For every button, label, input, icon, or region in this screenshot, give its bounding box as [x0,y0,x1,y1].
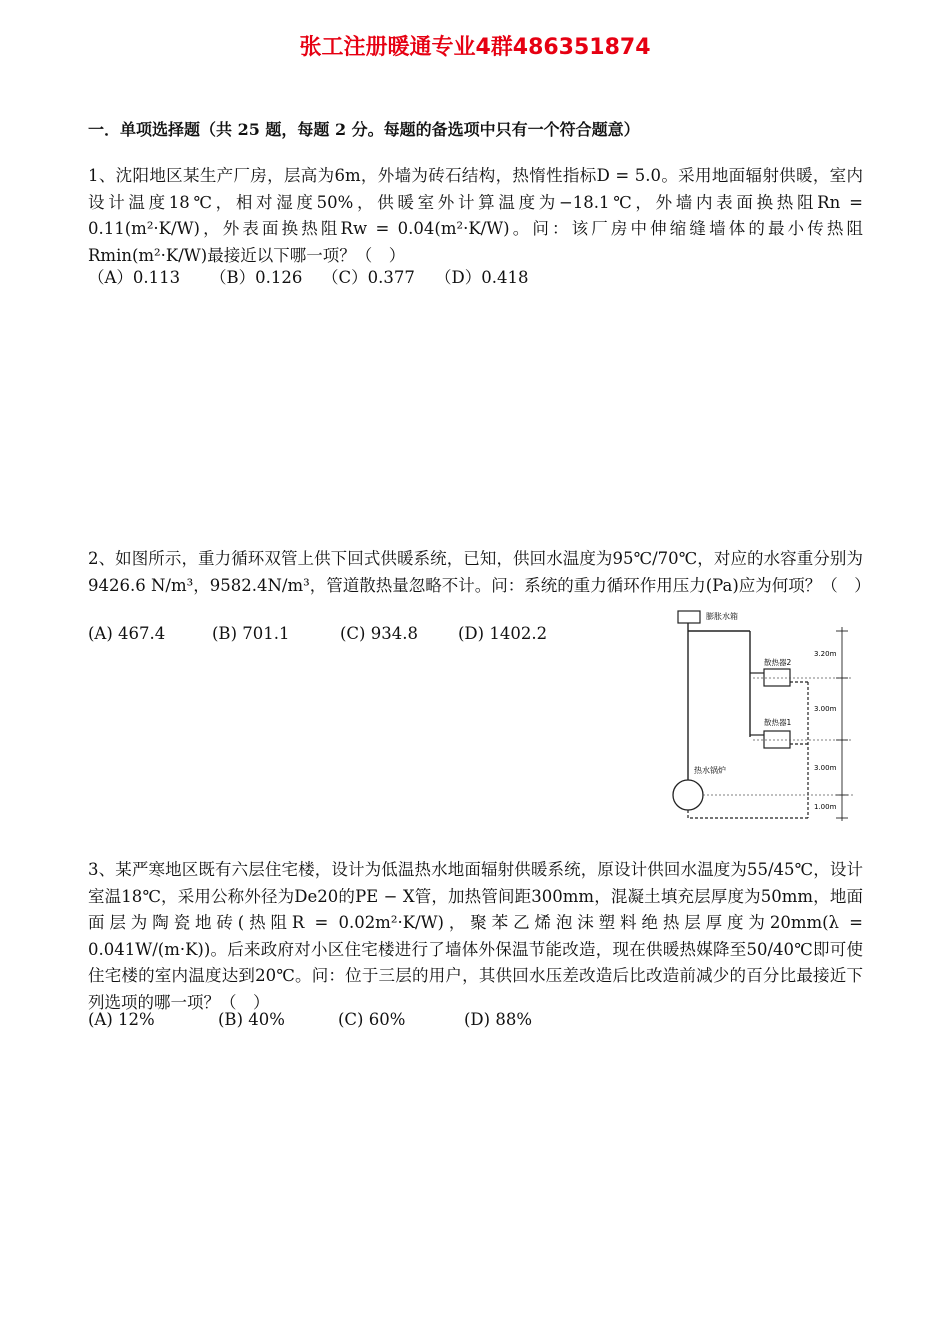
option-d: （D）0.418 [435,268,529,287]
radiator-1-label: 散热器1 [764,718,792,727]
option-a: (A) 467.4 [88,624,166,643]
level-lines [703,678,853,795]
option-d: (D) 1402.2 [458,624,548,643]
question-2-options [88,624,547,643]
heating-system-diagram [668,605,853,825]
question-3-text: 3、某严寒地区既有六层住宅楼，设计为低温热水地面辐射供暖系统，原设计供回水温度为55/45℃，设计室温18℃，采用公称外径为De20的PE − X管，加热管间距300mm，混凝土填充层厚度为50mm，地面面层为陶瓷地砖(热阻R = 0.02m²·K/W)，聚苯乙烯泡沫塑料绝热层厚度为20mm(λ = 0.041W/(m·K))。后来政府对小区住宅楼进行了墙体外保温节能改造，现在供暖热媒降至50/40℃即可使住宅楼的室内温度达到20℃。问：位于三层的用户，其供回水压差改造后比改造前减少的百分比最接近下列选项的哪一项？（ ） [88,860,863,1012]
option-d: (D) 88% [464,1010,533,1029]
dimension-line [836,627,848,821]
option-b: (B) 40% [218,1010,285,1029]
expansion-tank-label: 膨胀水箱 [706,612,738,621]
section-title: 一．单项选择题（共 25 题，每题 2 分。每题的备选项中只有一个符合题意） [88,120,640,139]
dimension-label: 3.00m [814,764,837,772]
question-2-text: 2、如图所示，重力循环双管上供下回式供暖系统，已知，供回水温度为95℃/70℃，对应的水容重分别为9426.6 N/m³，9582.4N/m³，管道散热量忽略不计。问：系统的重力循环作用压力(Pa)应为何项？（ ） [88,549,871,595]
option-b: (B) 701.1 [212,624,290,643]
dimension-label: 3.20m [814,650,837,658]
radiator-1 [764,731,790,748]
radiator-2-label: 散热器2 [764,658,792,667]
expansion-tank [678,611,700,623]
boiler-label: 热水锅炉 [694,766,726,775]
option-c: （C）0.377 [322,268,415,287]
question-1-options [88,264,528,288]
dimension-label: 3.00m [814,705,837,713]
option-c: (C) 60% [338,1010,406,1029]
page-header-title: 张工注册暖通专业4群486351874 [299,35,651,60]
radiator-2 [764,669,790,686]
boiler [673,780,703,810]
option-b: （B）0.126 [210,268,303,287]
option-a: (A) 12% [88,1010,155,1029]
question-1-text: 1、沈阳地区某生产厂房，层高为6m，外墙为砖石结构，热惰性指标D = 5.0。采用地面辐射供暖，室内设计温度18℃，相对湿度50%，供暖室外计算温度为−18.1℃，外墙内表面换热阻Rn = 0.11(m²·K/W)，外表面换热阻Rw = 0.04(m²·K/W)。问：该厂房中伸缩缝墙体的最小传热阻Rmin(m²·K/W)最接近以下哪一项？（ ） [88,166,863,265]
question-3-options [88,1010,532,1029]
option-c: (C) 934.8 [340,624,418,643]
option-a: （A）0.113 [88,268,181,287]
dimension-label: 1.00m [814,803,837,811]
return-pipe [688,682,808,818]
